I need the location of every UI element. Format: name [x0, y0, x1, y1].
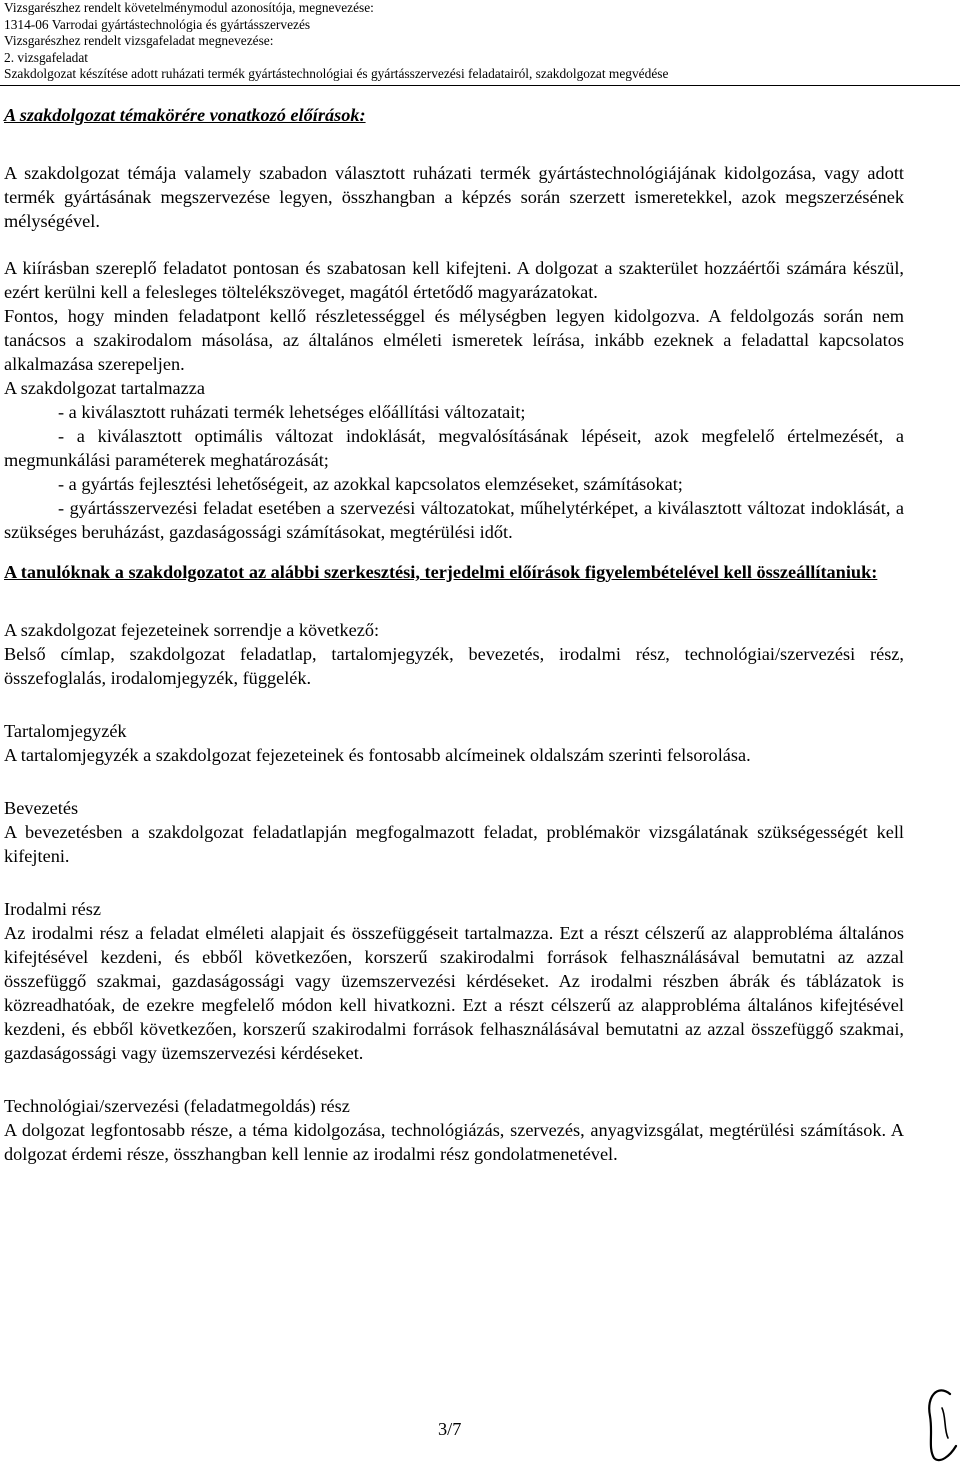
- list-item: - a kiválasztott optimális változat indoklását, megvalósításának lépéseit, azok megfelelő értelmezését, a megmunkálási paraméterek meghatározását;: [4, 426, 904, 470]
- handwritten-initials-mark: [920, 1386, 960, 1463]
- section-title-format-rules: A tanulóknak a szakdolgozatot az alábbi szerkesztési, terjedelmi előírások figyelembételével kell összeállítaniuk:: [4, 562, 878, 582]
- section-title-topic-rules: A szakdolgozat témakörére vonatkozó előírások:: [4, 105, 366, 125]
- header-divider: [0, 85, 960, 86]
- literature-heading: Irodalmi rész: [4, 899, 101, 919]
- toc-text: A tartalomjegyzék a szakdolgozat fejezeteinek és fontosabb alcímeinek oldalszám szerinti felsorolása.: [4, 745, 751, 765]
- document-body: [4, 103, 904, 1166]
- intro-text: A bevezetésben a szakdolgozat feladatlapján megfogalmazott feladat, problémakör vizsgálatának szükségességét kell kifejteni.: [4, 822, 904, 866]
- paragraph-detail: Fontos, hogy minden feladatpont kellő részletességgel és mélységben legyen kidolgozva. A feldolgozás során nem tanácsos a szakirodalom másolása, az általános elméleti ismeretek leírása, inkább ezeknek a feladattal kapcsolatos alkalmazása szerepeljen.: [4, 306, 904, 374]
- contains-label: A szakdolgozat tartalmazza: [4, 378, 205, 398]
- paragraph-topic: A szakdolgozat témája valamely szabadon választott ruházati termék gyártástechnológiájának kidolgozása, vagy adott termék gyártásának megszervezése legyen, összhangban a képzés során szerzett ismeretekkel, azok megszerzésének mélységével.: [4, 163, 904, 231]
- intro-heading: Bevezetés: [4, 798, 79, 818]
- paragraph-clarity: A kiírásban szereplő feladatot pontosan és szabatosan kell kifejteni. A dolgozat a szakterület hozzáértői számára készül, ezért kerülni kell a felesleges töltelékszöveget, magától értetődő magyarázatokat.: [4, 258, 904, 302]
- toc-heading: Tartalomjegyzék: [4, 721, 127, 741]
- header-module-label: Vizsgarészhez rendelt követelménymodul azonosítója, megnevezése:: [4, 0, 374, 15]
- page-number: 3/7: [438, 1419, 462, 1439]
- header-task-label: Vizsgarészhez rendelt vizsgafeladat megnevezése:: [4, 33, 274, 49]
- list-item: - a gyártás fejlesztési lehetőségeit, az azokkal kapcsolatos elemzéseket, számításokat;: [58, 474, 683, 494]
- header-task-number: 2. vizsgafeladat: [4, 49, 89, 65]
- technology-heading: Technológiai/szervezési (feladatmegoldás) rész: [4, 1096, 350, 1116]
- chapter-order-text: Belső címlap, szakdolgozat feladatlap, tartalomjegyzék, bevezetés, irodalmi rész, technológiai/szervezési rész, összefoglalás, irodalomjegyzék, függelék.: [4, 644, 904, 688]
- list-item: - a kiválasztott ruházati termék lehetséges előállítási változatait;: [58, 402, 526, 422]
- list-item: - gyártásszervezési feladat esetében a szervezési változatokat, műhelytérképet, a kiválasztott változat indoklását, a szükséges beruházást, gazdaságossági számításokat, megtérülési időt.: [4, 498, 904, 542]
- chapter-order-label: A szakdolgozat fejezeteinek sorrendje a következő:: [4, 620, 380, 640]
- page-header: [4, 0, 956, 83]
- header-task-name: Szakdolgozat készítése adott ruházati termék gyártástechnológiai és gyártásszervezési feladatairól, szakdolgozat megvédése: [4, 66, 669, 82]
- header-module-name: 1314-06 Varrodai gyártástechnológia és gyártásszervezés: [4, 16, 311, 32]
- technology-text: A dolgozat legfontosabb része, a téma kidolgozása, technológiázás, szervezés, anyagvizsgálat, megtérülési számítások. A dolgozat érdemi része, összhangban kell lennie az irodalmi rész gondolatmenetével.: [4, 1120, 904, 1164]
- literature-text: Az irodalmi rész a feladat elméleti alapjait és összefüggéseit tartalmazza. Ezt a részt célszerű az alapprobléma általános kifejtésével kezdeni, és ebből következően, korszerű szakirodalmi források felhasználásával bemutatni az azzal összefüggő szakmai, gazdaságossági vagy üzemszervezési kérdéseket. Az irodalmi részben ábrák és táblázatok is közreadhatóak, de ezekre megfelelő módon kell hivatkozni. Ezt a részt célszerű az alapprobléma általános kifejtésével kezdeni, és ebből következően, korszerű szakirodalmi források felhasználásával bemutatni az azzal összefüggő szakmai, gazdaságossági vagy üzemszervezési kérdéseket.: [4, 923, 904, 1063]
